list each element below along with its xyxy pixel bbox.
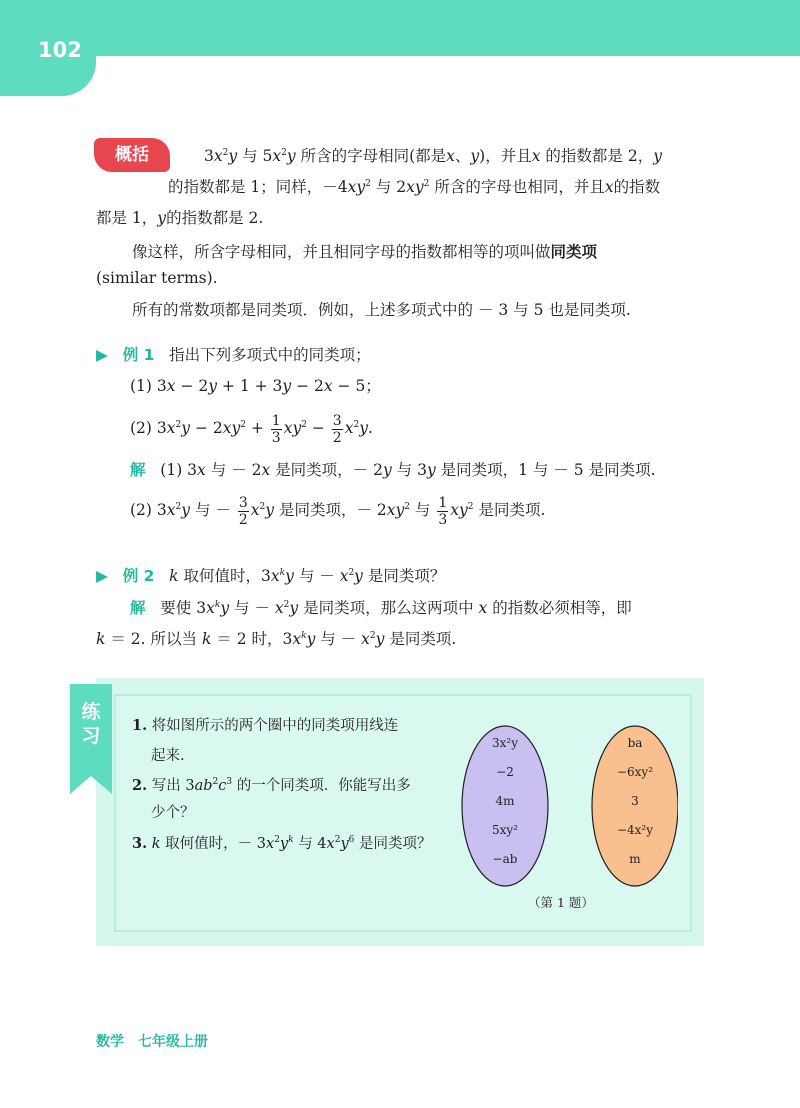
ellipse-term: −4x²y bbox=[616, 823, 654, 837]
practice-ribbon-label: 练习 bbox=[81, 701, 101, 747]
practice-q3: 3. k 取何值时，－ $3x^2y^k$ 与 $4x^2y^6$ 是同类项？ bbox=[132, 835, 432, 852]
summary-tag: 概括 bbox=[94, 138, 170, 172]
practice-q1-line2: 起来. bbox=[151, 748, 185, 764]
book-footer: 数学 七年级上册 bbox=[96, 1034, 208, 1050]
example2-solution-1: 解 要使 $3x^ky$ 与 － $x^2y$ 是同类项，那么这两项中 x 的指数必须相等，即 bbox=[130, 599, 632, 617]
example1-heading: ▶ 例 1 指出下列多项式中的同类项； bbox=[96, 346, 371, 364]
definition-term: 同类项 bbox=[550, 242, 598, 261]
summary-line-2: 的指数都是 1；同样，$-4xy^2$ 与 $2xy^2$ 所含的字母也相同，并且x的指数 bbox=[168, 178, 661, 196]
ellipse-term: ba bbox=[627, 736, 643, 750]
practice-q1-line1: 1. 将如图所示的两个圈中的同类项用线连 bbox=[132, 717, 399, 734]
example1-part1: (1) 3x − 2y + 1 + 3y − 2x − 5； bbox=[130, 377, 381, 395]
triangle-arrow-icon: ▶ bbox=[96, 567, 108, 585]
ellipse-term: −2 bbox=[496, 765, 514, 779]
ellipse-term: 5xy² bbox=[492, 823, 518, 837]
practice-q2-line2: 少个？ bbox=[151, 805, 195, 821]
example1-solution-1: 解 (1) 3x 与 － 2x 是同类项，－ 2y 与 3y 是同类项，1 与 － 5 是同类项. bbox=[130, 461, 656, 479]
triangle-arrow-icon: ▶ bbox=[96, 346, 108, 364]
summary-line-3: 都是 1，y的指数都是 2. bbox=[96, 209, 264, 227]
definition-line-1: 像这样，所含字母相同，并且相同字母的指数都相等的项叫做同类项 bbox=[132, 242, 598, 261]
practice-q2-line1: 2. 写出 $3ab^2c^3$ 的一个同类项．你能写出多 bbox=[132, 777, 411, 794]
constant-terms-line: 所有的常数项都是同类项．例如，上述多项式中的 － 3 与 5 也是同类项. bbox=[132, 301, 631, 319]
ellipse-term: 4m bbox=[495, 794, 515, 808]
ellipse-term: 3 bbox=[631, 794, 639, 808]
summary-line-1: $3x^2y$ 与 $5x^2y$ 所含的字母相同(都是x、y)，并且x 的指数都是 2，y bbox=[204, 147, 662, 165]
left-terms bbox=[458, 722, 552, 890]
example2-solution-2: k ＝ 2. 所以当 k ＝ 2 时，$3x^ky$ 与 － $x^2y$ 是同类项. bbox=[96, 630, 457, 648]
ellipse-term: m bbox=[629, 852, 641, 866]
definition-line-2: (similar terms). bbox=[96, 269, 218, 287]
example1-part2: (2) $3x^2y - 2xy^2$ + $\frac{1}{3}$ $xy^2$ − $\frac{3}{2}$ $x^2y$. bbox=[130, 412, 373, 446]
ellipse-term: −ab bbox=[492, 852, 518, 866]
example2-heading: ▶ 例 2 k 取何值时，$3x^ky$ 与 － $x^2y$ 是同类项？ bbox=[96, 567, 446, 585]
right-terms bbox=[588, 722, 682, 890]
ellipse-term: −6xy² bbox=[616, 765, 654, 779]
page-number: 102 bbox=[38, 38, 82, 62]
example1-solution-2: (2) $3x^2y$ 与 － $\frac{3}{2}$ $x^2y$ 是同类项，－ $2xy^2$ 与 $\frac{1}{3}$ $xy^2$ 是同类项. bbox=[130, 494, 546, 528]
ellipse-term: 3x²y bbox=[492, 736, 518, 750]
header-band bbox=[0, 0, 800, 56]
figure-caption: （第 1 题） bbox=[528, 895, 594, 910]
